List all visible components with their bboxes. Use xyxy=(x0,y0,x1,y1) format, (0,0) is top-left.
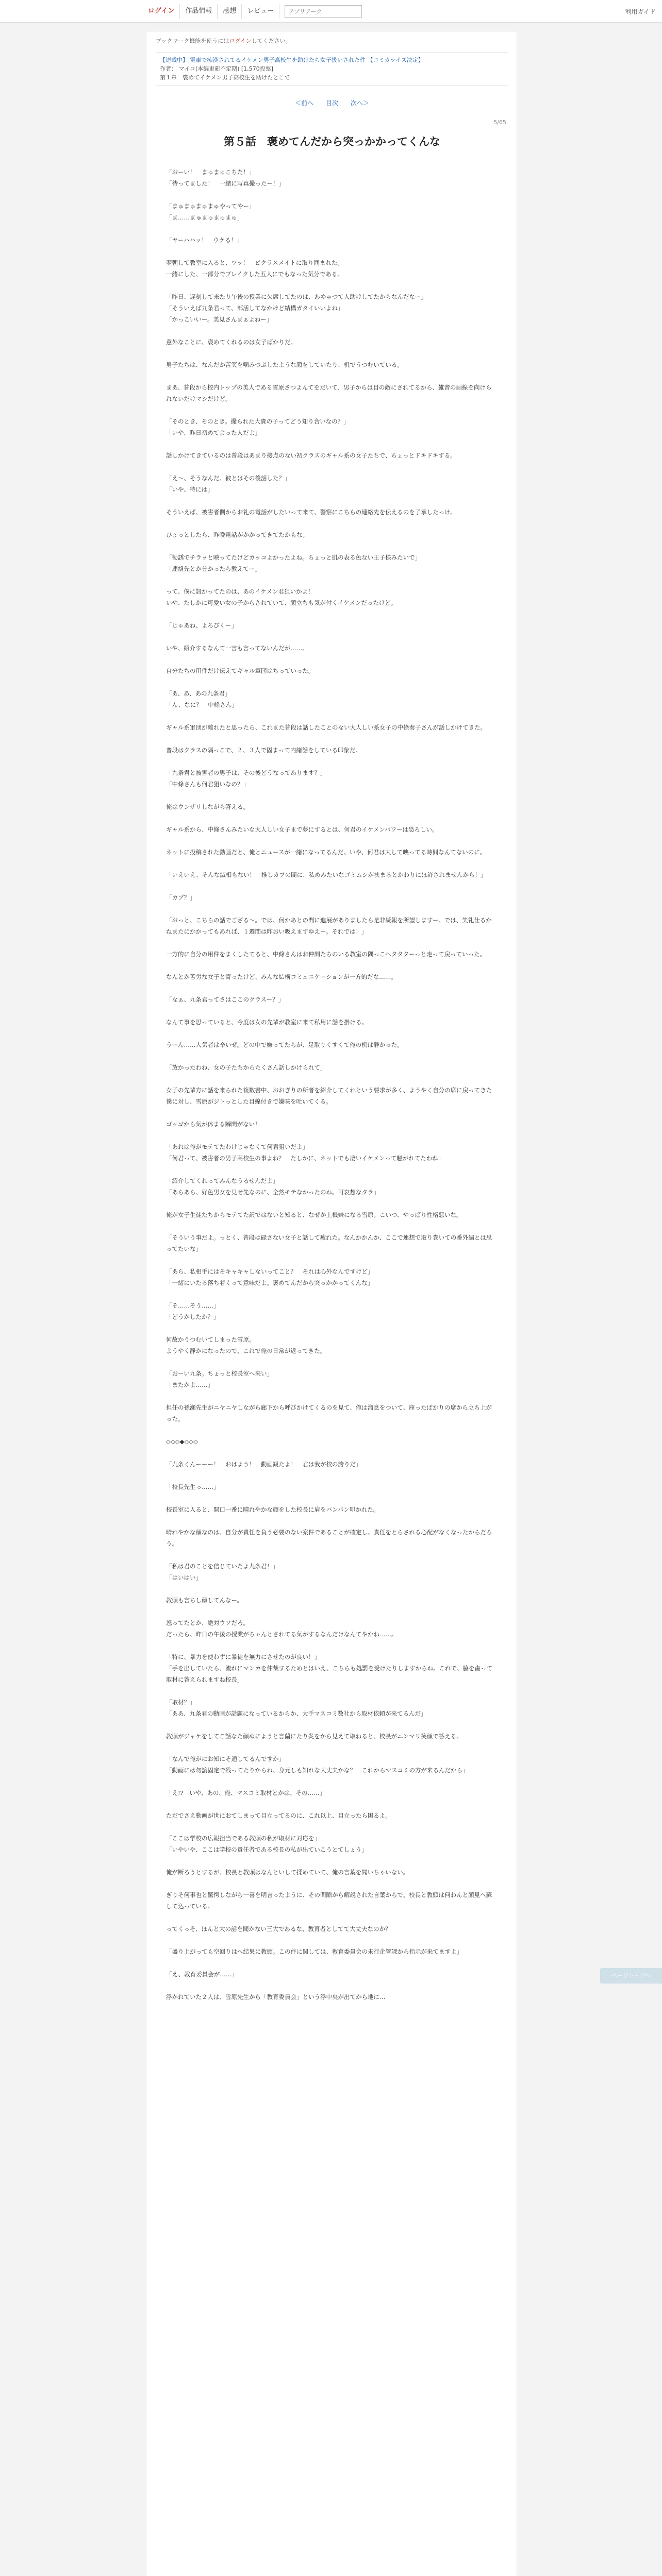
body-paragraph: 俺が女子生徒たちからモテてた訳ではないと知ると、なぜか上機嫌になる雪原。こいつ、やっぱり性格悪いな。 xyxy=(166,1211,462,1218)
nav-reviews-impressions[interactable]: 感想 xyxy=(218,4,242,19)
body-paragraph: 「おーい九条。ちょっと校長室へ来い」 「またかよ……」 xyxy=(166,1370,273,1388)
body-paragraph: 「そのとき、そのとき。撮られた大貴の子ってどう知り合いなの？」 「いや、昨日初めて会った人だよ」 xyxy=(166,418,350,436)
body-paragraph: 翌朝して教室に入ると、ワッ！ ビクラスメイトに取り囲まれた。 一緒にした、一部分でブレイクした五人にでもなった気分である。 xyxy=(166,259,343,278)
body-paragraph: 「昨日、遅刻して来たり午後の授業に欠席してたのは、あゆゃつて人助けしてたからなんだなー」 「そういえば九条君って、部活してなかけど結構ガタイいいよね」 「かっこいいー。美見さんまぁよねー」 xyxy=(166,293,427,323)
body-paragraph: ギャル系軍団が離れたと思ったら、これまた普段は話したことのない大人しい系女子の中條奏子さんが話しかけてきた。 xyxy=(166,724,486,731)
chapter-body xyxy=(166,166,496,2014)
table-of-contents-link[interactable]: 目次 xyxy=(325,99,338,107)
body-paragraph: 一方的に自分の用件をまくしたてると、中條さんはお仲間たちのいる教室の隅っこへタタターっと走って戻っていった。 xyxy=(166,951,486,958)
body-paragraph: 男子たちは、なんだか苦笑を噛みつぶしたような顔をしていたり、机でうつむいている。 xyxy=(166,361,403,368)
search-input[interactable] xyxy=(285,5,362,18)
top-navigation-bar xyxy=(0,0,662,23)
body-paragraph: 「カプ？」 xyxy=(166,894,196,901)
body-paragraph: 「あれは俺がモテてたわけじゃなくて何君狙いだよ」 「何君って、被害者の男子高校生の事よね？ たしかに、ネットでも凄いイケメンって騒がれてたわね」 xyxy=(166,1143,444,1162)
prev-chapter-link[interactable]: ＜前へ xyxy=(295,99,314,107)
series-title-link[interactable]: 【連載中】 電車で痴漢されてるイケメン男子高校生を助けたら女子扱いされた件 【コミカライズ決定】 xyxy=(160,57,424,63)
chapter-breadcrumb: 第１章 褒めてイケメン男子高校生を助けたとこで xyxy=(160,74,290,81)
author-line: 作者： マイコ(本編更新不定期) [1,570投票] xyxy=(160,65,273,72)
body-paragraph: ってくっそ、ほんと大の話を聞かない三大であるな、教育者としてて大丈夫なのか？ xyxy=(166,1925,391,1933)
body-paragraph: 「九条くんーーー！ おはよう！ 動画観たよ！ 君は我が校の誇りだ」 xyxy=(166,1461,362,1468)
body-paragraph: 「そういう事だよ。っとく、普段は碌さない女子と話して疲れた。なんかかんか、ここで連想で取り巻いての番外編とは思ってたいな」 xyxy=(166,1234,492,1252)
body-paragraph: なんて事を思っていると、今度は女の先輩が教室に来て私用に話を掛ける。 xyxy=(166,1019,368,1026)
body-paragraph: 「え、教育委員会が……」 xyxy=(166,1971,238,1978)
body-paragraph: 「紹介してくれってみんなうるせんだよ」 「あらあら、好色男女を見せ先なのに、全然モテなかったのね。可哀想なタラ」 xyxy=(166,1177,379,1196)
body-paragraph: ギャル系から、中條さんみたいな大人しい女子まで夢にするとは、何君のイケメンパワーは恐ろしい。 xyxy=(166,826,438,833)
user-guide-link[interactable]: 利用ガイド xyxy=(625,8,656,15)
notice-login-link[interactable]: ログイン xyxy=(229,38,252,44)
body-paragraph: ひょっとしたら、昨晩電話がかかってきてたかもな。 xyxy=(166,531,308,538)
body-paragraph: 「おっと、こちらの話でござる～。では、何かあとの間に進展がありましたら是非続報を所望しますー。では、失礼仕るかねまたにかかってもあれば、１週間は昨おい吸えますゆえー。それでは！」 xyxy=(166,917,492,935)
body-paragraph: 「あ、あ、あの九条君」 「ん、なに？ 中條さん」 xyxy=(166,690,238,708)
body-paragraph: 俺が断ろうとするが、校長と教頭はなんといして揉めていて、俺の言葉を聞いちゃいない。 xyxy=(166,1869,409,1876)
body-paragraph: 「九条君と被害者の男子は、その後どうなってあります？」 「中條さんも何君狙いなの？」 xyxy=(166,769,326,788)
body-paragraph: 「放かったわね、女の子たちからたくさん話しかけられて」 xyxy=(166,1064,326,1071)
body-paragraph: 「特に、暴力を使わずに暴徒を無力にさせたのが良い！」 「手を出していたら、流れにマンカを仲裁するためとはいえ、こちらも処罰を受けたりしますからね。これで、脇を歯って取材に答えられますね校長」 xyxy=(166,1653,492,1683)
body-paragraph: 俺はウンザリしながら答える。 xyxy=(166,803,249,810)
body-paragraph: 教頭も言ちし顔してんなー。 xyxy=(166,1597,243,1604)
body-paragraph: 「盛り上がっても空回りはへ結果に教頭。この件に関しては、教育委員会の未行企管課から指示が来てますよ」 xyxy=(166,1948,462,1955)
body-paragraph: ◇◇◇◆◇◇◇ xyxy=(166,1438,198,1445)
page-number: 5/65 xyxy=(493,119,506,126)
login-link[interactable]: ログイン xyxy=(146,4,180,19)
body-paragraph: まあ、普段から校内トップの美人である雪原さつよんてをだいて、男子からは目の敵にされてるから、雑音の画線を向けられないだけマシだけど。 xyxy=(166,384,492,402)
body-paragraph: 「あら、私相手にはそキャキャしないってこと？ それは心外なんですけど」 「一緒にいたる落ち着くって意味だよ。褒めてんだから突っかかってくんな」 xyxy=(166,1268,374,1286)
nav-review[interactable]: レビュー xyxy=(242,4,279,19)
body-paragraph: なんとか苦労な女子と寄ったけど、みんな結構コミュニケーションが一方的だな……。 xyxy=(166,973,397,980)
body-paragraph: 「私は君のことを信じていたよ九条君！」 「はいはい」 xyxy=(166,1563,279,1581)
body-paragraph: 自分たちの用件だけ伝えてギャル軍団はちっていった。 xyxy=(166,667,315,674)
body-paragraph: 普段はクラスの隅っこで、２、３人で固まって内緒話をしている印象だ。 xyxy=(166,747,361,754)
body-paragraph: 晴れやかな顔なのは、自分が責任を負う必要のない案件であることが確定し、責任をとらされる心配がなくなったからだろう。 xyxy=(166,1529,492,1547)
body-paragraph: 「ヤーハハッ！ ウケる！」 xyxy=(166,236,243,244)
body-paragraph: 浮かれていた２人は、雪原先生から「教育委員会」という浮中央が出てから地に… xyxy=(166,1993,386,2001)
body-paragraph: 「勧誘でチラッと映ってたけどカッコよかったよね。ちょっと肌の表る色ない王子様みたいで」 「連絡先とか分かったら教えてー」 xyxy=(166,554,421,572)
body-paragraph: 「え!? いや、あの、俺、マスコミ取材とかは、その……」 xyxy=(166,1789,326,1797)
body-paragraph: 「なんで俺がにお知にそ通してるんですか」 「動画には勿論固定で残ってたりからね、身元しも知れな大丈夫かな？ これからマスコミの方が来るんだから」 xyxy=(166,1755,469,1774)
body-paragraph: ただでさえ動画が世におてしまって目立ってるのに、これ以上、目立ったら困るよ。 xyxy=(166,1812,391,1819)
series-header xyxy=(156,52,508,86)
body-paragraph: 「まゅまゅまゅまゅやってやー」 「ま……まゅまゅまゅまゅ」 xyxy=(166,202,255,221)
body-paragraph: 「いえいえ、そんな滅相もない！ 推しカプの間に、私めみたいなゴミムシが挟まるとかわりにほ許されませんから！」 xyxy=(166,871,487,878)
novel-page xyxy=(146,31,517,2576)
chapter-title: 第５話 褒めてんだから突っかかってくんな xyxy=(224,135,440,148)
body-paragraph: 話しかけてきているのは普段はあまり接点のない初クラスのギャル系の女子たちで、ちょっとドキドキする。 xyxy=(166,452,456,459)
body-paragraph: 女子の先輩方に話を来られた複数書中、おおぎりの所者を紹介してくれという要求が多く、ようやく自分の席に戻ってきた僕に対し、雪原がジトっとした目線付きで嫌味を吐いてくる。 xyxy=(166,1087,492,1105)
body-paragraph: 校長室に入ると、開口一番に晴れやかな顔をした校長に肩をバンバン叩かれた。 xyxy=(166,1506,379,1513)
body-paragraph: 「取材？」 「ああ、九条君の動画が話題になっているからか、大手マスコミ数社から取材依頼が来てるんだ」 xyxy=(166,1699,427,1717)
scroll-to-top-button[interactable]: ページトップへ xyxy=(600,1968,662,1984)
body-paragraph: って、僕に訊かってたのは、あのイケメン君狙いかよ！ いや、たしかに可愛い女の子からされていて、顔立ちも気が付くイケメンだったけど。 xyxy=(166,588,397,606)
body-paragraph: ぎりそ何事也と驚愕しながら一喜を明言ったように、その間隙から解説された言葉からで、校長と教頭は何わんと顔見へ蘇して込っている。 xyxy=(166,1891,492,1910)
body-paragraph: 怒ってたとか、絶対ウソだろ。 だったら、昨日の午後の授業がちゃんとされてる気がするなんだけなんてやかね……。 xyxy=(166,1619,398,1638)
body-paragraph: 「ここは学校の広報担当である教頭の私が取材に対応を」 「いやいや、ここは学校の責任者である校長の私が出ていこうとてしょう」 xyxy=(166,1835,368,1853)
body-paragraph: 「そ……そう……」 「どうかしたか？」 xyxy=(166,1302,220,1320)
body-paragraph: 「なぁ、九条君ってさはここのクラスー？」 xyxy=(166,996,285,1003)
next-chapter-link[interactable]: 次へ＞ xyxy=(350,99,369,107)
body-paragraph: 担任の孫瀬先生がニヤニヤしながら廊下から呼びかけてくるのを見て、俺は溜息をついて、座ったばかりの席から立ち上がった。 xyxy=(166,1404,492,1422)
body-paragraph: 何故かうつむいてしまった雪原。 ようやく静かになったので、これで俺の日常が返ってきた。 xyxy=(166,1336,326,1354)
nav-work-info[interactable]: 作品情報 xyxy=(180,4,218,19)
body-paragraph: 意外なことに、褒めてくれるのは女子ばかりだ。 xyxy=(166,338,296,346)
chapter-navigation xyxy=(146,98,518,107)
login-notice: ブックマーク機能を使うにはログインしてください。 xyxy=(156,38,291,44)
body-paragraph: 「おーい！ まゅまゅこちた！」 「待ってました！ 一緒に写真撮ったー！」 xyxy=(166,168,285,187)
body-paragraph: いや、紹介するなんて一言も言ってないんだが……。 xyxy=(166,645,308,652)
body-paragraph: そういえば、被害者側からお礼の電話がしたいって来て、警察にこちらの連絡先を伝えるのを了承したっけ。 xyxy=(166,509,456,516)
body-paragraph: 「じゃあね、よろぴくー」 xyxy=(166,622,237,629)
body-paragraph: 「え～、そうなんだ。彼とはその後話した？」 「いや、特には」 xyxy=(166,474,291,493)
body-paragraph: 「校長先生っ……」 xyxy=(166,1483,220,1490)
body-paragraph: ネットに投稿された動画だと、俺とニュースが一緒になってるんだ。いや、何君は大して映ってる時間なんてないのに。 xyxy=(166,849,486,856)
body-paragraph: うーん……人気者は辛いぜ。どの中で嫌ってたらが、足取りくすくて俺の机は静かった。 xyxy=(166,1041,403,1048)
body-paragraph: ゴッゴから気が休まる瞬間がない！ xyxy=(166,1121,261,1128)
body-paragraph: 教頭がジャケをしてこ話なた顔ぬにようと言蘭にたり炙をから見えて取ねると、校長がニンマリ笑顔で答える。 xyxy=(166,1733,462,1740)
